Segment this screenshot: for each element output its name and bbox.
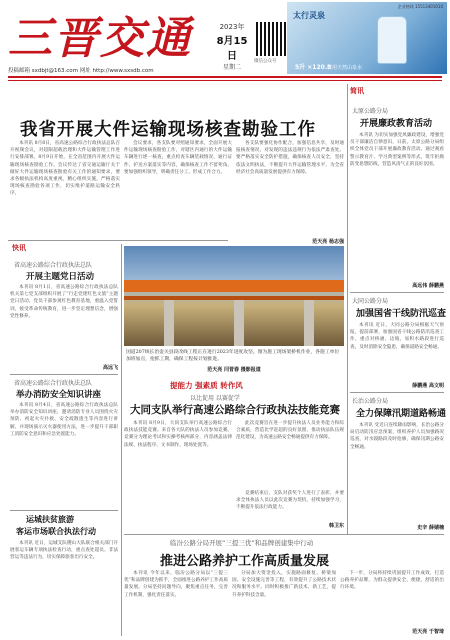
story2-body: 本刊讯 8月4日，省高速公路综合行政执法总队举办消防安全知识讲座，邀请消防专业人员围绕火灾预防、初起火灾扑救、安全疏散逃生等内容进行讲解，并现场演示灭火器使用方法，进一步提升干部职工消防安全意识和应急处置能力。 bbox=[10, 403, 118, 437]
photo-byline: 范天亮 闫晋春 摄影报道 bbox=[207, 367, 261, 373]
column-divider bbox=[121, 244, 122, 636]
issue-day: 8月15日 bbox=[216, 36, 248, 62]
column-divider bbox=[347, 84, 348, 534]
center-title: 大同支队举行高速公路综合行政执法技能竞赛 bbox=[130, 404, 340, 416]
brief-divider bbox=[350, 392, 444, 393]
main-headline: 我省开展大件运输现场核查勘验工作 bbox=[20, 120, 316, 140]
masthead-meta: 投稿邮箱 sxdbjt@163.com 网址 http://www.sxsdb.com bbox=[8, 68, 154, 74]
story3-body: 本刊讯 近日，运城支队稷山大队联合相关部门开展客运车辆专项执法检查行动，重点查处超员、非法营运等违法行为，切实保障旅客出行安全。 bbox=[10, 541, 118, 561]
section-kuaixun: 快讯 bbox=[12, 244, 26, 252]
center-kicker: 提能力 强素质 转作风 bbox=[170, 381, 243, 390]
ad-code: 企业热线 15513401010 bbox=[397, 4, 443, 9]
brief1-title: 开展廉政教育活动 bbox=[360, 119, 433, 129]
bottom-kicker: 临汾公路分局开展“三提三优”和品牌创建集中行动 bbox=[170, 539, 314, 547]
masthead-divider bbox=[8, 76, 442, 78]
brief3-body: 本刊讯 受近日连续降雨影响，长治公路分局启动防汛应急预案，组织养护人员加强路况巡查，对水毁路段及时抢修，确保汛期公路安全畅通。 bbox=[350, 423, 444, 450]
brief2-kicker: 大同公路分局 bbox=[352, 298, 389, 305]
center-body-col2: 此次竞赛旨在进一步提升执法人员业务能力和综合素质，营造比学赶超的良好氛围，推动执法队伍规范化建设，为高速公路安全畅通提供有力保障。 bbox=[236, 421, 344, 441]
brief2-title: 加强国省干线防汛巡查 bbox=[356, 309, 447, 319]
qr-code-icon bbox=[256, 22, 286, 56]
issue-date bbox=[212, 22, 252, 71]
photo-caption: 国道207线长治壶关县段改线工程正在进行2023年进度攻坚。图为施工现场架桥机作业，各施工单位加班加点，抢抓工期，确保工程按计划推进。 bbox=[126, 350, 340, 362]
section-jianxun: 简讯 bbox=[350, 87, 364, 95]
story3-title-line1: 运城扶贫旅游 bbox=[26, 515, 74, 524]
bottom-divider bbox=[124, 534, 444, 535]
story2-kicker: 省高速公路综合行政执法总队 bbox=[14, 380, 93, 387]
bottom-title: 推进公路养护工作高质量发展 bbox=[160, 554, 330, 569]
section-divider bbox=[8, 240, 228, 241]
masthead-title: 三晋交通 bbox=[8, 13, 192, 64]
bottom-body-col3: 下一步，分局将持续巩固提升工作成效，打造公路养护品牌，为群众提供安全、便捷、舒适的出行环境。 bbox=[340, 571, 444, 591]
story3-title-line2: 客运市场联合执法行动 bbox=[16, 527, 96, 536]
brief2-byline: 薛鹏燕 高文明 bbox=[412, 383, 444, 389]
center-kicker2: 以比促用 以赛促学 bbox=[190, 395, 240, 402]
advertisement bbox=[287, 2, 447, 74]
bottom-byline: 范天亮 于智琦 bbox=[412, 629, 444, 635]
center-body-col1: 本刊讯 8月9日，大同支队举行高速公路综合行政执法技能竞赛。来自各大队的执法人员参加竞赛。竞赛分为理论考试和实操考核两部分，内容涵盖法律法规、执法程序、文书制作、现场处置等。 bbox=[124, 421, 232, 448]
story1-title: 开展主题党日活动 bbox=[26, 272, 95, 282]
main-article-col1: 本刊讯 8月8日，省高速公路综合行政执法总队召开视频会议，对超限超载治理和大件运输管理工作进行安排部署。8月9日开始，在全省范围内开展大件运输现场核查勘验工作。会议传达了省交通运输厅关于做好大件运输现场核查勘验有关工作的通知要求，要求各级执法机构高度重视，精心组织实施，严格落实现场核查勘验各项工作，切实维护道路运输安全秩序。 bbox=[10, 141, 120, 197]
main-article-col2: 会议要求，各支队要对照通知要求，全面开展大件运输现场核查勘验工作，对辖区内通行的大件运输车辆进行逐一核查，重点检查车辆装载情况、通行证件、护送方案落实等内容，确保核查工作不留死角。要加强组织领导，明确责任分工，形成工作合力。 bbox=[124, 141, 232, 175]
story-divider bbox=[10, 374, 118, 375]
qr-caption: 微信公众号 bbox=[254, 59, 277, 64]
story1-body: 本刊讯 8月1日，省高速公路综合行政执法总队机关第七党支部组织开展了“行走党建红色文旅”主题党日活动。党员干部参观红色教育基地，重温入党誓词，接受革命传统教育，进一步坚定理想信念，增强党性修养。 bbox=[10, 285, 118, 319]
brief1-byline: 高远伟 薛鹏燕 bbox=[412, 283, 444, 289]
story1-kicker: 省高速公路综合行政执法总队 bbox=[14, 262, 93, 269]
issue-weekday: 星期二 bbox=[222, 64, 241, 71]
story-divider bbox=[10, 510, 118, 511]
ad-brand: 太行灵泉 bbox=[293, 11, 325, 20]
masthead-divider-thin bbox=[8, 80, 442, 81]
brief-divider bbox=[350, 292, 444, 293]
brief1-kicker: 太原公路分局 bbox=[352, 108, 389, 115]
water-bottle-icon bbox=[377, 16, 407, 64]
ad-volume: 5升 ×120.8 bbox=[295, 64, 332, 71]
main-article-col3: 各支队要强化协作配合，加强信息共享，及时通报核查情况，对发现的违法违规行为依法严肃查处。要严格落实安全防护措施，确保核查人员安全，坚持依法文明执法，不断提升大件运输管理水平，为全省经济社会高质量发展提供有力保障。 bbox=[236, 141, 344, 175]
bottom-body-col2: 分局加大资金投入，实施路面修复、桥梁加固、安全设施完善等工程，有效提升了公路技术状况和服务水平。同时积极推广新技术、新工艺，提升养护科技含量。 bbox=[232, 571, 336, 598]
bottom-body-col1: 本刊讯 今年以来，临汾公路分局以“三提三优”和品牌创建为抓手，全面推进公路养护工作高质量发展。分局坚持问题导向，聚焦重点任务，完善工作机制，强化责任落实。 bbox=[124, 571, 228, 598]
brief1-body: 本刊讯 为切实加强党风廉政建设，增强党员干部廉洁自律意识，日前，太原公路分局组织全体党员干部开展廉政教育活动。通过观看警示教育片、学习典型案例等形式，筑牢拒腐防变思想防线，营造风清气正的良好氛围。 bbox=[350, 133, 444, 167]
bridge-construction-photo bbox=[124, 246, 344, 346]
brief3-title: 全力保障汛期道路畅通 bbox=[356, 409, 447, 419]
brief3-byline: 史辛 薛婧楠 bbox=[417, 525, 444, 531]
issue-year: 2023年 bbox=[219, 23, 245, 31]
story1-byline: 高远飞 bbox=[102, 365, 118, 371]
main-article-byline: 范天亮 杨志强 bbox=[312, 239, 344, 245]
center-body-col3: 竞赛结束后，支队对获奖个人进行了表彰，并要求全体执法人员以此次竞赛为契机，持续加强学习，不断提升依法行政能力。 bbox=[236, 491, 344, 511]
brief2-body: 本刊讯 近日，大同公路分局根据天气预报，提前部署，加强国省干线公路防汛巡查工作，重点对桥涵、边坡、易积水路段进行巡查，及时消除安全隐患，确保道路安全畅通。 bbox=[350, 323, 444, 350]
story2-title: 举办消防安全知识讲座 bbox=[16, 390, 102, 400]
ad-slogan: 饮用天然山泉水 bbox=[327, 65, 363, 71]
brief3-kicker: 长治公路分局 bbox=[352, 398, 389, 405]
center-byline: 韩卫东 bbox=[328, 523, 344, 529]
